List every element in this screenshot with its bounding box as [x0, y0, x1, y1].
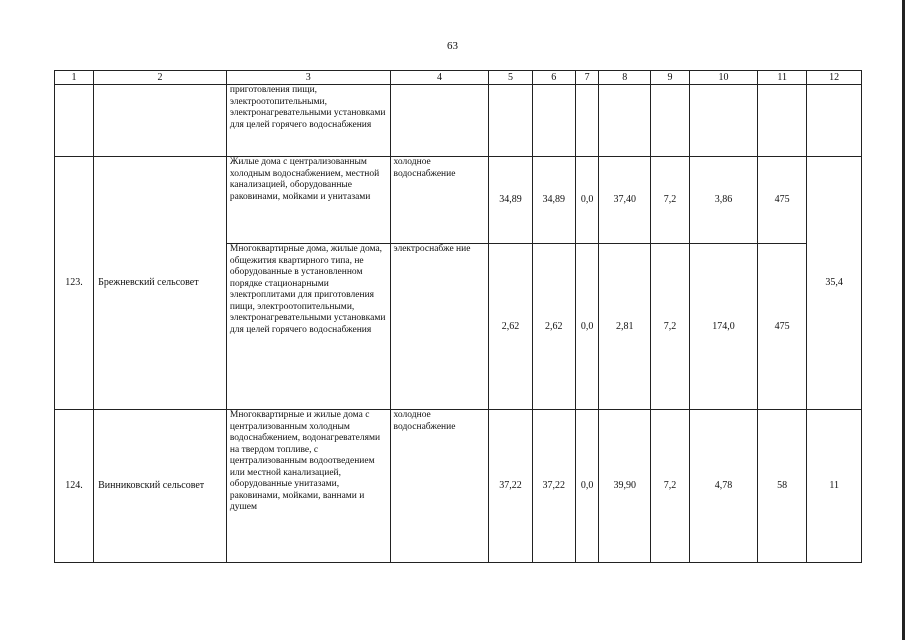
header-cell-8: 8: [599, 71, 650, 85]
cell-8: [599, 85, 650, 157]
row-number: 124.: [55, 410, 94, 563]
cell-9: 7,2: [650, 157, 689, 244]
cell-12: 11: [807, 410, 862, 563]
cell-11: [757, 85, 806, 157]
header-cell-5: 5: [489, 71, 532, 85]
cell-6: 2,62: [532, 244, 575, 410]
table-row: [55, 157, 862, 244]
table-row-continuation: [55, 85, 862, 157]
cell-6: [532, 85, 575, 157]
cell-service: [390, 85, 489, 157]
cell-9: 7,2: [650, 410, 689, 563]
cell-12: 35,4: [807, 157, 862, 410]
page-number: 63: [447, 40, 458, 52]
cell-11: 475: [757, 244, 806, 410]
cell-5: 34,89: [489, 157, 532, 244]
header-cell-10: 10: [690, 71, 758, 85]
cell-5: 37,22: [489, 410, 532, 563]
cell-7: [575, 85, 599, 157]
cell-10: 3,86: [690, 157, 758, 244]
cell-name: [94, 85, 227, 157]
cell-9: [650, 85, 689, 157]
data-table: [54, 70, 862, 563]
cell-service: электроснабже ние: [390, 244, 489, 410]
header-cell-7: 7: [575, 71, 599, 85]
municipality-name: Винниковский сельсовет: [94, 410, 227, 563]
header-cell-1: 1: [55, 71, 94, 85]
cell-8: 39,90: [599, 410, 650, 563]
cell-service: холодное водоснабжение: [390, 157, 489, 244]
header-cell-2: 2: [94, 71, 227, 85]
header-cell-11: 11: [757, 71, 806, 85]
header-cell-9: 9: [650, 71, 689, 85]
cell-12: [807, 85, 862, 157]
cell-6: 37,22: [532, 410, 575, 563]
cell-10: [690, 85, 758, 157]
cell-num: [55, 85, 94, 157]
cell-7: 0,0: [575, 410, 599, 563]
cell-description: приготовления пищи, электроотопительными, электронагревательными установками для целей горячего водоснабжения: [226, 85, 390, 157]
cell-description: Многоквартирные и жилые дома с централизованным холодным водоснабжением, водонагревателями на твердом топливе, с централизованным водоотведением или местной канализацией, оборудованные унитазами, раковинами, мойками, ваннами и душем: [226, 410, 390, 563]
header-cell-12: 12: [807, 71, 862, 85]
header-cell-3: 3: [226, 71, 390, 85]
cell-10: 4,78: [690, 410, 758, 563]
table-row: [55, 410, 862, 563]
cell-8: 2,81: [599, 244, 650, 410]
cell-11: 58: [757, 410, 806, 563]
cell-6: 34,89: [532, 157, 575, 244]
cell-description: Жилые дома с централизованным холодным водоснабжением, местной канализацией, оборудованные раковинами, мойками и унитазами: [226, 157, 390, 244]
cell-11: 475: [757, 157, 806, 244]
cell-5: 2,62: [489, 244, 532, 410]
cell-7: 0,0: [575, 244, 599, 410]
municipality-name: Брежневский сельсовет: [94, 157, 227, 410]
cell-7: 0,0: [575, 157, 599, 244]
cell-service: холодное водоснабжение: [390, 410, 489, 563]
cell-9: 7,2: [650, 244, 689, 410]
header-row: [55, 71, 862, 85]
header-cell-4: 4: [390, 71, 489, 85]
header-cell-6: 6: [532, 71, 575, 85]
cell-description: Многоквартирные дома, жилые дома, общежития квартирного типа, не оборудованные в установленном порядке стационарными электроплитами для приготовления пищи, электроотопительными, электронагревательными установками для целей горячего водоснабжения: [226, 244, 390, 410]
cell-10: 174,0: [690, 244, 758, 410]
row-number: 123.: [55, 157, 94, 410]
cell-8: 37,40: [599, 157, 650, 244]
cell-5: [489, 85, 532, 157]
